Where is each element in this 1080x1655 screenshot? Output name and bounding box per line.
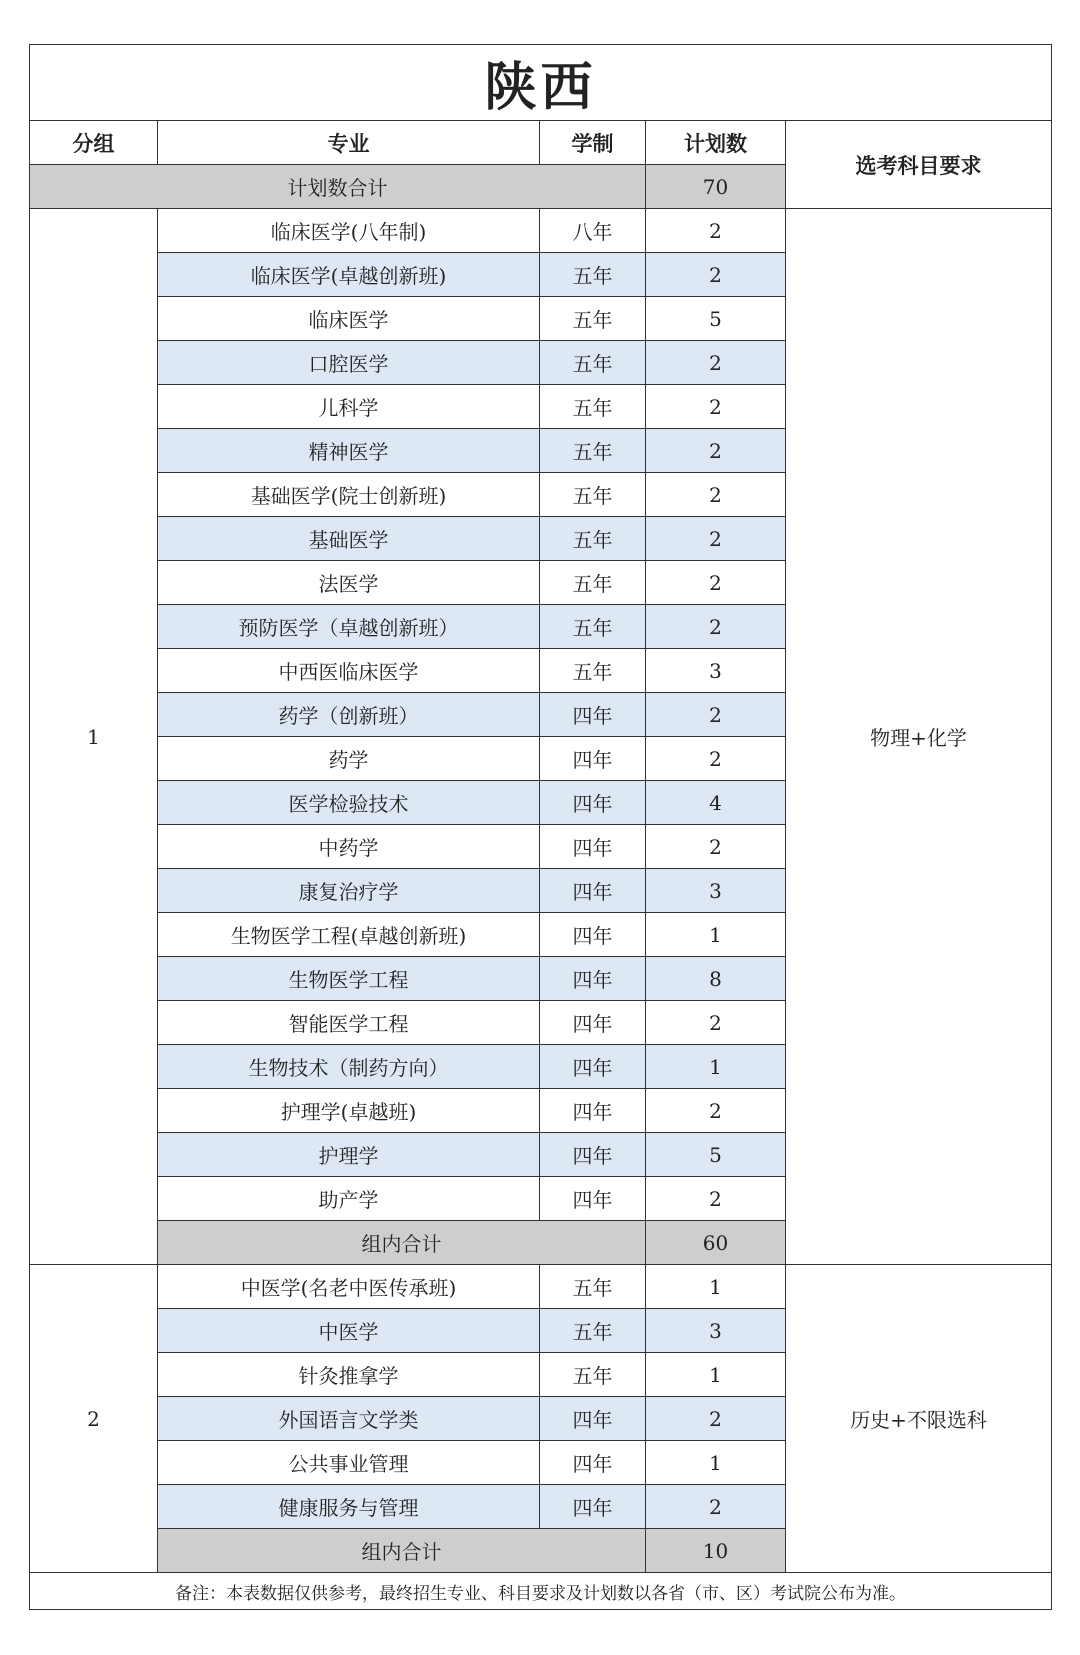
total-value: 70 [646, 165, 786, 209]
major-duration: 五年 [540, 1265, 646, 1309]
major-duration: 五年 [540, 1353, 646, 1397]
major-duration: 四年 [540, 781, 646, 825]
major-name: 儿科学 [158, 385, 540, 429]
header-major: 专业 [158, 121, 540, 165]
major-name: 法医学 [158, 561, 540, 605]
major-plan: 1 [646, 1045, 786, 1089]
major-duration: 四年 [540, 1089, 646, 1133]
major-duration: 五年 [540, 473, 646, 517]
major-plan: 1 [646, 913, 786, 957]
major-name: 针灸推拿学 [158, 1353, 540, 1397]
footnote: 备注：本表数据仅供参考，最终招生专业、科目要求及计划数以各省（市、区）考试院公布为准。 [30, 1573, 1052, 1610]
major-plan: 2 [646, 473, 786, 517]
major-plan: 3 [646, 649, 786, 693]
major-duration: 五年 [540, 341, 646, 385]
note-row [30, 1573, 1052, 1610]
major-plan: 1 [646, 1265, 786, 1309]
major-name: 生物医学工程(卓越创新班) [158, 913, 540, 957]
major-name: 生物医学工程 [158, 957, 540, 1001]
major-plan: 4 [646, 781, 786, 825]
major-duration: 五年 [540, 385, 646, 429]
major-duration: 五年 [540, 649, 646, 693]
major-plan: 2 [646, 1001, 786, 1045]
major-plan: 2 [646, 825, 786, 869]
subtotal-value: 60 [646, 1221, 786, 1265]
major-plan: 2 [646, 693, 786, 737]
major-name: 护理学(卓越班) [158, 1089, 540, 1133]
group-id: 1 [30, 209, 158, 1265]
major-name: 康复治疗学 [158, 869, 540, 913]
major-name: 助产学 [158, 1177, 540, 1221]
major-duration: 四年 [540, 737, 646, 781]
major-plan: 2 [646, 1089, 786, 1133]
major-plan: 8 [646, 957, 786, 1001]
major-name: 外国语言文学类 [158, 1397, 540, 1441]
major-plan: 1 [646, 1441, 786, 1485]
header-plan: 计划数 [646, 121, 786, 165]
major-name: 临床医学 [158, 297, 540, 341]
major-name: 基础医学(院士创新班) [158, 473, 540, 517]
header-requirement: 选考科目要求 [786, 121, 1052, 209]
table-row [30, 209, 1052, 253]
major-duration: 四年 [540, 1441, 646, 1485]
major-plan: 5 [646, 1133, 786, 1177]
major-name: 中西医临床医学 [158, 649, 540, 693]
major-duration: 五年 [540, 429, 646, 473]
major-name: 护理学 [158, 1133, 540, 1177]
major-plan: 2 [646, 517, 786, 561]
major-name: 基础医学 [158, 517, 540, 561]
major-duration: 五年 [540, 605, 646, 649]
major-duration: 五年 [540, 517, 646, 561]
major-name: 药学（创新班） [158, 693, 540, 737]
major-name: 精神医学 [158, 429, 540, 473]
major-plan: 2 [646, 737, 786, 781]
major-name: 智能医学工程 [158, 1001, 540, 1045]
major-name: 生物技术（制药方向） [158, 1045, 540, 1089]
major-name: 公共事业管理 [158, 1441, 540, 1485]
subtotal-label: 组内合计 [158, 1221, 646, 1265]
major-duration: 四年 [540, 869, 646, 913]
group-id: 2 [30, 1265, 158, 1573]
group-requirement: 物理+化学 [786, 209, 1052, 1265]
major-name: 口腔医学 [158, 341, 540, 385]
major-plan: 2 [646, 605, 786, 649]
major-name: 中医学 [158, 1309, 540, 1353]
major-plan: 2 [646, 341, 786, 385]
major-name: 药学 [158, 737, 540, 781]
major-name: 医学检验技术 [158, 781, 540, 825]
subtotal-label: 组内合计 [158, 1529, 646, 1573]
major-name: 中医学(名老中医传承班) [158, 1265, 540, 1309]
total-label: 计划数合计 [30, 165, 646, 209]
major-duration: 四年 [540, 1177, 646, 1221]
major-duration: 四年 [540, 1397, 646, 1441]
major-duration: 五年 [540, 561, 646, 605]
major-plan: 3 [646, 1309, 786, 1353]
major-name: 中药学 [158, 825, 540, 869]
major-duration: 八年 [540, 209, 646, 253]
enrollment-plan-table [29, 44, 1052, 1610]
major-plan: 2 [646, 209, 786, 253]
major-duration: 五年 [540, 253, 646, 297]
major-name: 临床医学(八年制) [158, 209, 540, 253]
major-duration: 五年 [540, 1309, 646, 1353]
major-duration: 四年 [540, 1001, 646, 1045]
major-duration: 四年 [540, 957, 646, 1001]
major-plan: 5 [646, 297, 786, 341]
header-group: 分组 [30, 121, 158, 165]
major-duration: 四年 [540, 1485, 646, 1529]
major-plan: 2 [646, 1177, 786, 1221]
major-plan: 2 [646, 385, 786, 429]
group-requirement: 历史+不限选科 [786, 1265, 1052, 1573]
major-name: 健康服务与管理 [158, 1485, 540, 1529]
major-duration: 四年 [540, 693, 646, 737]
table-row [30, 1265, 1052, 1309]
major-plan: 2 [646, 1397, 786, 1441]
enrollment-plan-sheet [29, 44, 1051, 1610]
major-duration: 五年 [540, 297, 646, 341]
major-duration: 四年 [540, 913, 646, 957]
major-plan: 1 [646, 1353, 786, 1397]
page-title: 陕西 [30, 45, 1052, 121]
major-plan: 2 [646, 1485, 786, 1529]
major-duration: 四年 [540, 1133, 646, 1177]
major-duration: 四年 [540, 1045, 646, 1089]
major-name: 临床医学(卓越创新班) [158, 253, 540, 297]
major-plan: 2 [646, 253, 786, 297]
subtotal-value: 10 [646, 1529, 786, 1573]
major-plan: 2 [646, 561, 786, 605]
major-plan: 2 [646, 429, 786, 473]
header-duration: 学制 [540, 121, 646, 165]
major-name: 预防医学（卓越创新班） [158, 605, 540, 649]
major-duration: 四年 [540, 825, 646, 869]
major-plan: 3 [646, 869, 786, 913]
